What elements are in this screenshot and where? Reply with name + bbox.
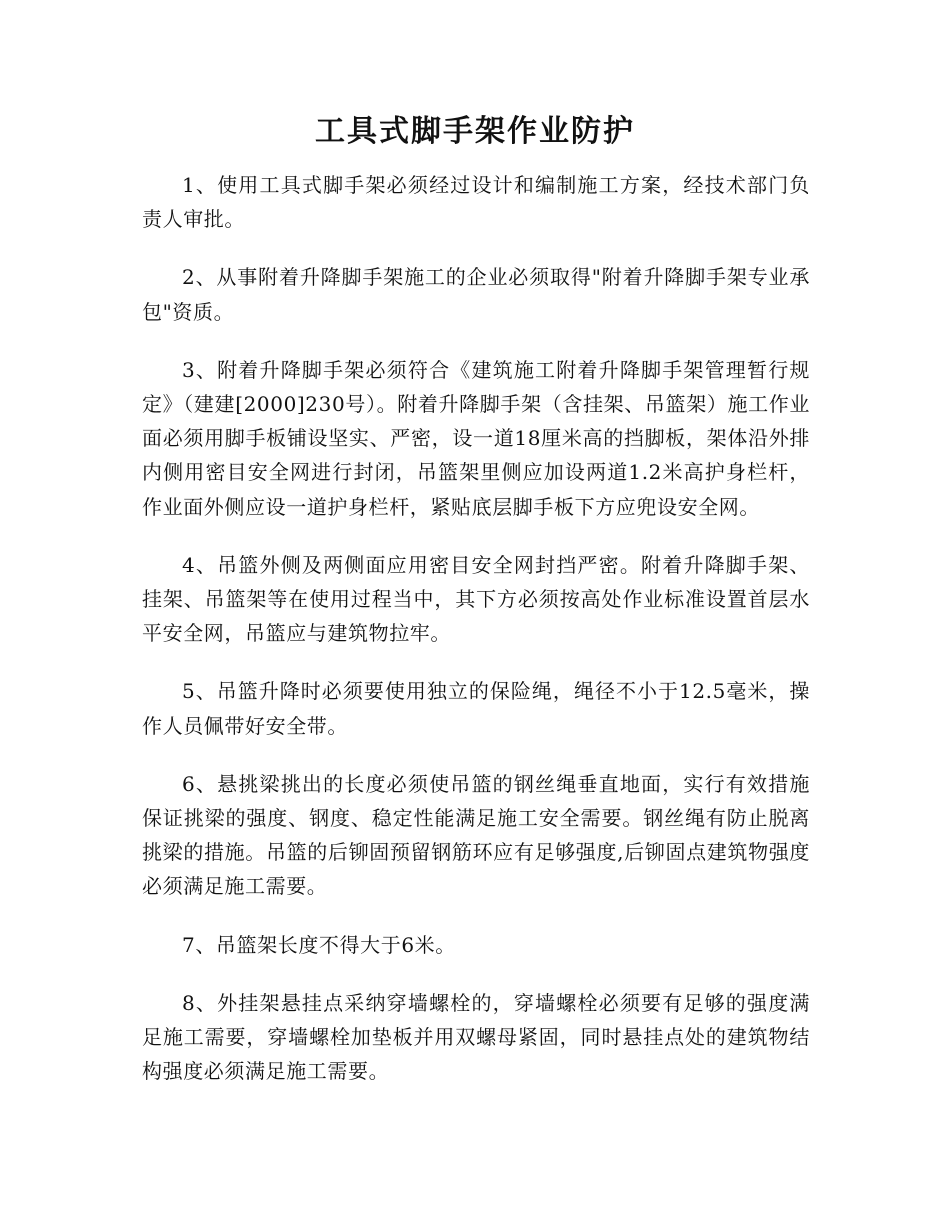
paragraph-3: 3、附着升降脚手架必须符合《建筑施工附着升降脚手架管理暂行规定》（建建[2000]230号）。附着升降脚手架（含挂架、吊篮架）施工作业面必须用脚手板铺设坚实、严密，设一道18厘米高的挡脚板，架体沿外排内侧用密目安全网进行封闭，吊篮架里侧应加设两道1.2米高护身栏杆，作业面外侧应设一道护身栏杆，紧贴底层脚手板下方应兜设安全网。 [142,357,810,519]
document-body [142,168,810,1112]
paragraph-2: 2、从事附着升降脚手架施工的企业必须取得"附着升降脚手架专业承包"资质。 [142,265,810,324]
paragraph-1: 1、使用工具式脚手架必须经过设计和编制施工方案，经技术部门负责人审批。 [142,173,810,232]
page-title: 工具式脚手架作业防护 [315,114,635,149]
paragraph-8: 8、外挂架悬挂点采纳穿墙螺栓的，穿墙螺栓必须要有足够的强度满足施工需要，穿墙螺栓加垫板并用双螺母紧固，同时悬挂点处的建筑物结构强度必须满足施工需要。 [142,990,810,1084]
paragraph-4: 4、吊篮外侧及两侧面应用密目安全网封挡严密。附着升降脚手架、挂架、吊篮架等在使用过程当中，其下方必须按高处作业标准设置首层水平安全网，吊篮应与建筑物拉牢。 [142,552,810,646]
paragraph-7: 7、吊篮架长度不得大于6米。 [182,932,456,957]
paragraph-6: 6、悬挑梁挑出的长度必须使吊篮的钢丝绳垂直地面，实行有效措施保证挑梁的强度、钢度、稳定性能满足施工安全需要。钢丝绳有防止脱离挑梁的措施。吊篮的后铆固预留钢筋环应有足够强度,后铆固点建筑物强度必须满足施工需要。 [142,771,810,899]
paragraph-5: 5、吊篮升降时必须要使用独立的保险绳，绳径不小于12.5毫米，操作人员佩带好安全带。 [142,679,810,738]
